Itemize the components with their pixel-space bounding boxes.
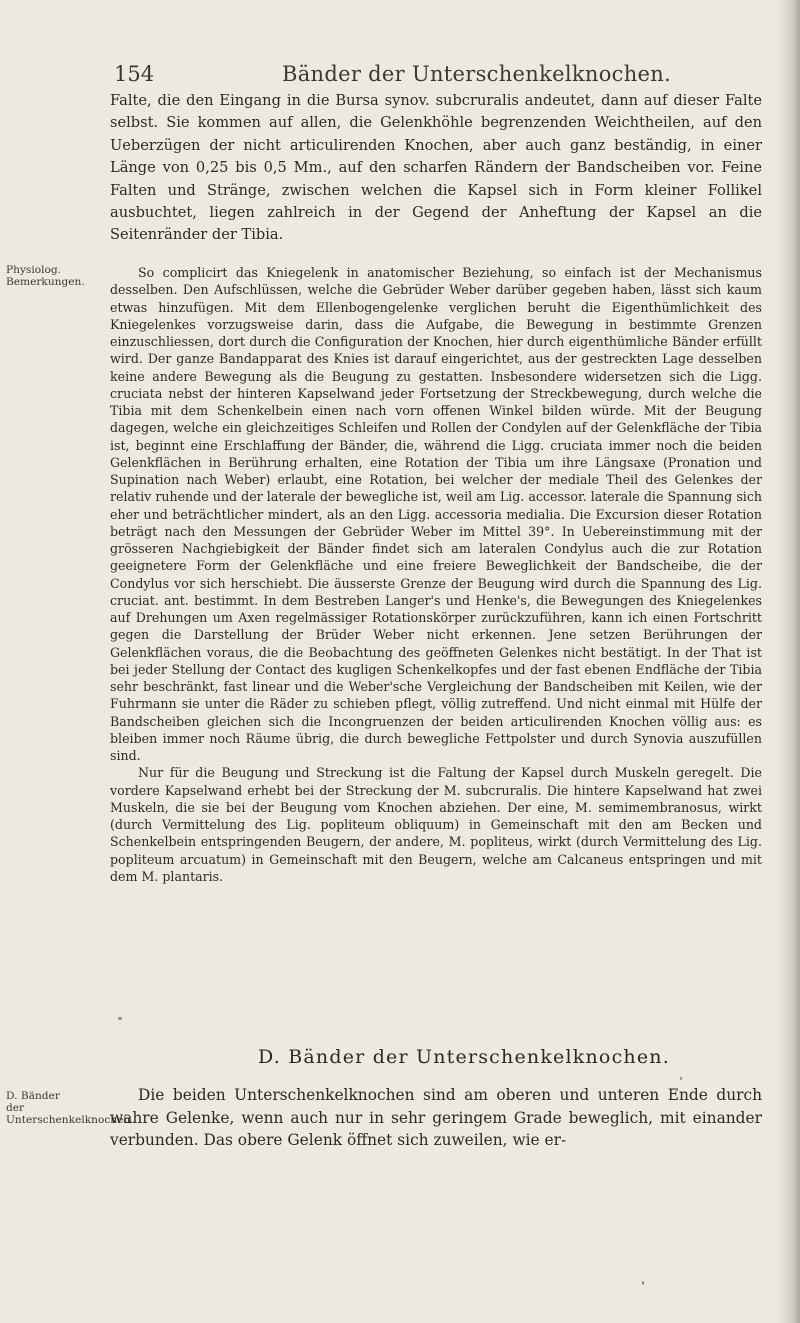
running-title: Bänder der Unterschenkelknochen. <box>282 62 672 86</box>
margin-note-physiolog: Physiolog. Bemerkungen. <box>6 264 85 288</box>
paragraph-text: Die beiden Unterschenkelknochen sind am oberen und unteren Ende durch wahre Gelenke, wenn auch nur in sehr geringem Grade beweglich, mit einander verbunden. Das obere Gelenk öffnet sich zuweilen, wie er- <box>110 1086 762 1149</box>
ink-speck <box>680 1077 682 1080</box>
margin-note-baender: D. Bänder der Unterschenkelknochen. <box>6 1090 134 1126</box>
paragraph-text: Nur für die Beugung und Streckung ist die Faltung der Kapsel durch Muskeln geregelt. Die vordere Kapselwand erhebt bei der Streckung der M. subcruralis. Die hintere Kapselwand hat zwei Muskeln, die sie bei der Beugung vom Knochen abziehen. Der eine, M. semimembranosus, wirkt (durch Vermittelung des Lig. popliteum obliquum) in Gemeinschaft mit den am Becken und Schenkelbein entspringenden Beugern, der andere, M. popliteus, wirkt (durch Vermittelung des Lig. popliteum arcuatum) in Gemeinschaft mit den Beugern, welche am Calcaneus entspringen und mit dem M. plantaris. <box>110 765 762 884</box>
paragraph-falte <box>110 90 762 247</box>
ink-speck <box>118 1017 122 1020</box>
paragraph-mechanismus <box>110 264 762 885</box>
page-edge-shadow <box>778 0 800 1323</box>
paragraph-text: Falte, die den Eingang in die Bursa synov. subcruralis andeutet, dann auf dieser Falte selbst. Sie kommen auf allen, die Gelenkhöhle begrenzenden Weichtheilen, auf den Ueberzügen der nicht articulirenden Knochen, aber auch ganz beständig, in einer Länge von 0,25 bis 0,5 Mm., auf den scharfen Rändern der Bandscheiben vor. Feine Falten und Stränge, zwischen welchen die Kapsel sich in Form kleiner Follikel ausbuchtet, liegen zahlreich in der Gegend der Anheftung der Kapsel an die Seitenränder der Tibia. <box>110 92 762 244</box>
page-number: 154 <box>114 62 155 86</box>
paragraph-unterschenkel <box>110 1084 762 1152</box>
paragraph-text: So complicirt das Kniegelenk in anatomischer Beziehung, so einfach ist der Mechanismus desselben. Den Aufschlüssen, welche die Gebrüder Weber darüber gegeben haben, lässt sich kaum etwas hinzufügen. Mit dem Ellenbogengelenke verglichen beruht die Eigenthümlichkeit des Kniegelenkes vorzugsweise darin, dass die Aufgabe, die Bewegung in bestimmte Grenzen einzuschliessen, dort durch die Configuration der Knochen, hier durch eigenthümliche Bänder erfüllt wird. Der ganze Bandapparat des Knies ist darauf eingerichtet, aus der gestreckten Lage desselben keine andere Bewegung als die Beugung zu gestatten. Insbesondere widersetzen sich die Ligg. cruciata nebst der hinteren Kapselwand jeder Fortsetzung der Streckbewegung, durch welche die Tibia mit dem Schenkelbein einen nach vorn offenen Winkel bilden würde. Mit der Beugung dagegen, welche ein gleichzeitiges Schleifen und Rollen der Condylen auf der Gelenkfläche der Tibia ist, beginnt eine Erschlaffung der Bänder, die, während die Ligg. cruciata immer noch die beiden Gelenkflächen in Berührung erhalten, eine Rotation der Tibia um ihre Längsaxe (Pronation und Supination nach Weber) erlaubt, eine Rotation, bei welcher der mediale Theil des Gelenkes der relativ ruhende und der laterale der bewegliche ist, weil am Lig. accessor. laterale die Spannung sich eher und beträchtlicher mindert, als an den Ligg. accessoria medialia. Die Excursion dieser Rotation beträgt nach den Messungen der Gebrüder Weber im Mittel 39°. In Uebereinstimmung mit der grösseren Nachgiebigkeit der Bänder findet sich am lateralen Condylus auch die zur Rotation geeignetere Form der Gelenkfläche und eine freiere Beweglichkeit der Bandscheibe, die der Condylus vor sich herschiebt. Die äusserste Grenze der Beugung wird durch die Spannung des Lig. cruciat. ant. bestimmt. In dem Bestreben Langer's und Henke's, die Bewegungen des Kniegelenkes auf Drehungen um Axen regelmässiger Rotationskörper zurückzuführen, kann ich einen Fortschritt gegen die Darstellung der Brüder Weber nicht erkennen. Jene setzen Berührungen der Gelenkflächen voraus, die die Beobachtung des geöffneten Gelenkes nicht bestätigt. In der That ist bei jeder Stellung der Contact des kugligen Schenkelkopfes und der fast ebenen Endfläche der Tibia sehr beschränkt, fast linear und die Weber'sche Vergleichung der Bandscheiben mit Keilen, wie der Fuhrmann sie unter die Räder zu schieben pflegt, völlig zutreffend. Und nicht einmal mit Hülfe der Bandscheiben gleichen sich die Incongruenzen der beiden articulirenden Knochen völlig aus: es bleiben immer noch Räume übrig, die durch bewegliche Fettpolster und durch Synovia auszufüllen sind. <box>110 265 762 763</box>
section-heading: D. Bänder der Unterschenkelknochen. <box>258 1046 670 1068</box>
ink-speck <box>642 1281 644 1285</box>
